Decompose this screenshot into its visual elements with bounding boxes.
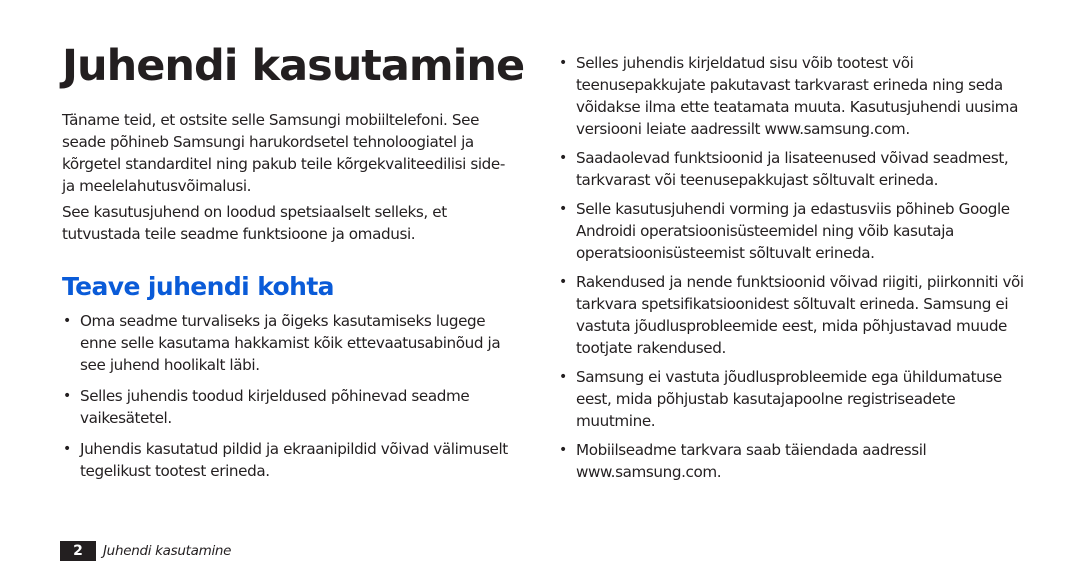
list-item-text: Selles juhendis kirjeldatud sisu võib tootest või teenusepakkujate pakutavast tarkvarast erineda ning seda võidakse ilma ette teatamata muuta. Kasutusjuhendi uusima versiooni leiate aadressilt www.samsung.com. [576, 54, 1018, 138]
list-item-text: Selles juhendis toodud kirjeldused põhinevad seadme vaikesätetel. [80, 387, 470, 427]
bullet-icon: • [63, 441, 71, 457]
bullet-icon: • [559, 274, 567, 290]
left-bullet-list [62, 310, 514, 491]
list-item [558, 271, 1033, 359]
list-item [62, 385, 514, 429]
bullet-icon: • [559, 442, 567, 458]
bullet-icon: • [559, 55, 567, 71]
list-item [558, 439, 1033, 483]
bullet-icon: • [63, 388, 71, 404]
list-item-text: Rakendused ja nende funktsioonid võivad riigiti, piirkonniti või tarkvara spetsifikatsioonidest sõltuvalt erineda. Samsung ei vastuta jõudlusprobleemide eest, mida põhjustavad muude tootjate rakendused. [576, 273, 1024, 357]
bullet-icon: • [559, 201, 567, 217]
right-bullet-list [558, 52, 1033, 490]
list-item [558, 198, 1033, 264]
intro-paragraph-1: Täname teid, et ostsite selle Samsungi mobiiltelefoni. See seade põhineb Samsungi harukordsetel tehnoloogiatel ja kõrgetel standarditel ning pakub teile kõrgekvaliteedilisi side- ja meelelahutusvõimalusi. [62, 111, 505, 195]
list-item-text: Samsung ei vastuta jõudlusprobleemide ega ühildumatuse eest, mida põhjustab kasutajapoolne registriseadete muutmine. [576, 368, 1002, 430]
list-item [558, 366, 1033, 432]
list-item-text: Selle kasutusjuhendi vorming ja edastusviis põhineb Google Androidi operatsioonisüsteemidel ning võib kasutaja operatsioonisüsteemist sõltuvalt erineda. [576, 200, 1010, 262]
list-item [558, 147, 1033, 191]
list-item-text: Juhendis kasutatud pildid ja ekraanipildid võivad välimuselt tegelikust tootest erineda. [80, 440, 508, 480]
list-item-text: Saadaolevad funktsioonid ja lisateenused võivad seadmest, tarkvarast või teenusepakkujast sõltuvalt erineda. [576, 149, 1009, 189]
page-number: 2 [60, 541, 96, 561]
list-item-text: Mobiilseadme tarkvara saab täiendada aadressil www.samsung.com. [576, 441, 927, 481]
bullet-icon: • [559, 369, 567, 385]
page-footer [60, 540, 231, 562]
footer-label: Juhendi kasutamine [103, 543, 232, 559]
list-item [62, 438, 514, 482]
page-title: Juhendi kasutamine [62, 41, 525, 91]
list-item-text: Oma seadme turvaliseks ja õigeks kasutamiseks lugege enne selle kasutama hakkamist kõik ettevaatusabinõud ja see juhend hoolikalt läbi. [80, 312, 501, 374]
bullet-icon: • [63, 313, 71, 329]
intro-paragraph-2: See kasutusjuhend on loodud spetsiaalselt selleks, et tutvustada teile seadme funktsioone ja omadusi. [62, 203, 447, 243]
list-item [558, 52, 1033, 140]
list-item [62, 310, 514, 376]
bullet-icon: • [559, 150, 567, 166]
section-title: Teave juhendi kohta [62, 272, 334, 301]
